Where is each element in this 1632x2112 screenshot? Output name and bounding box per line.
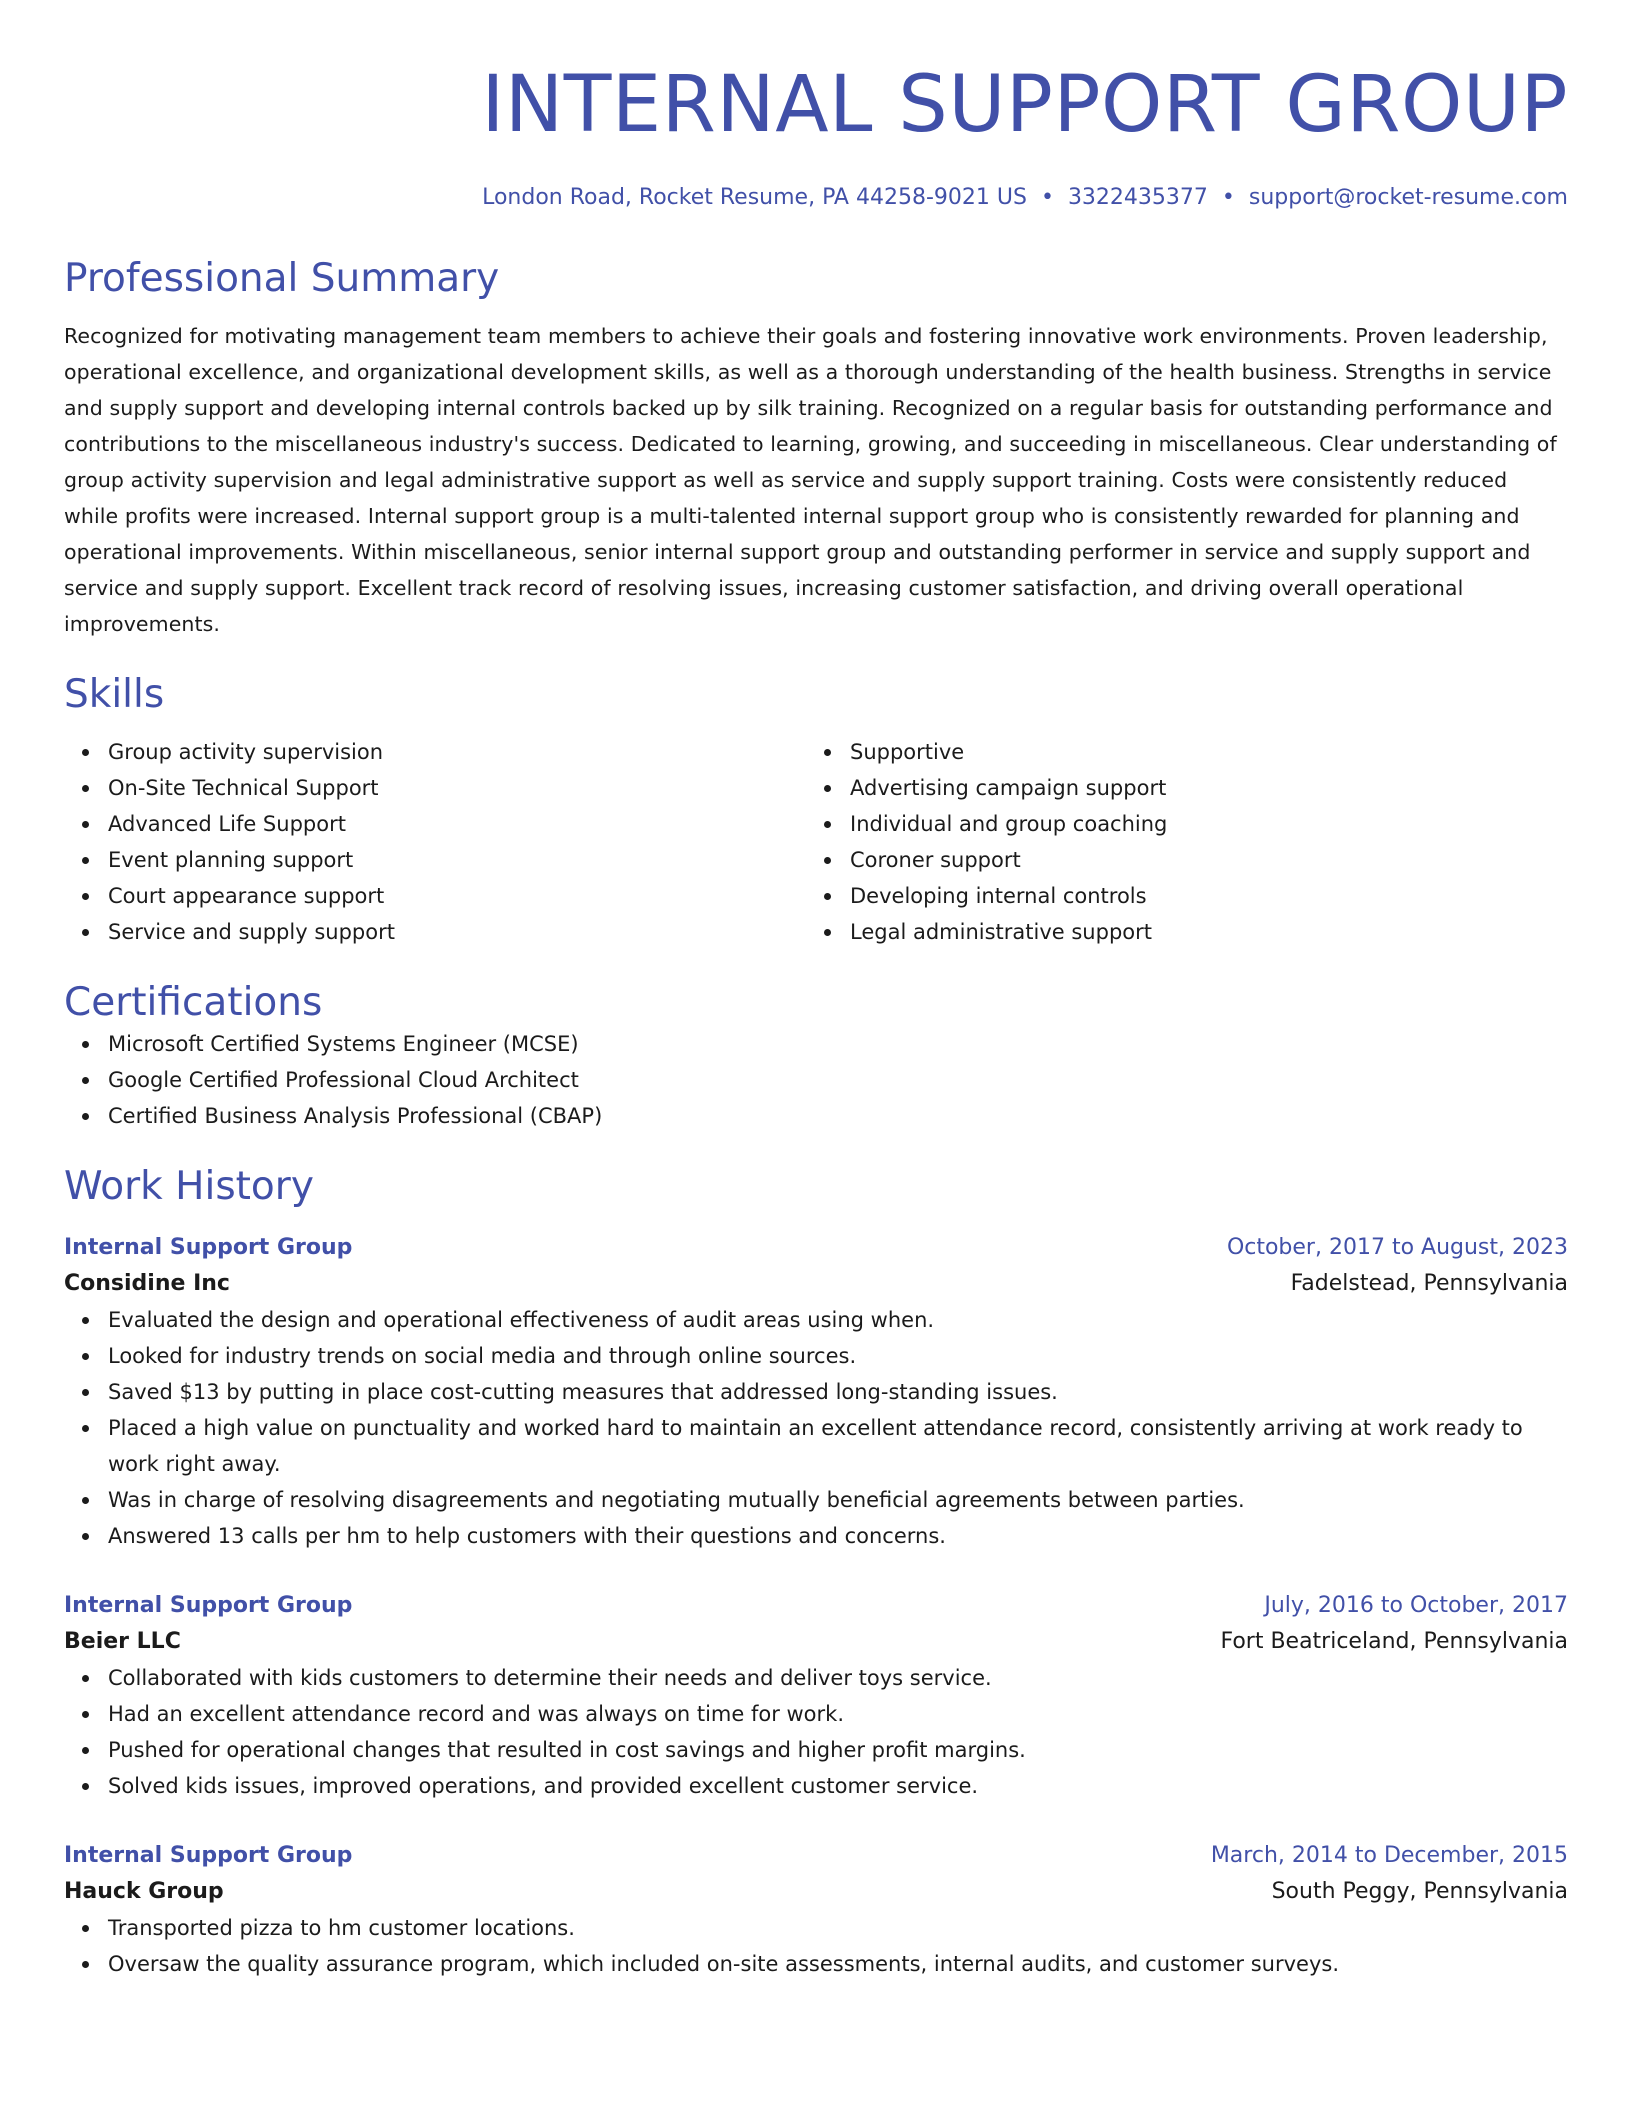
certification-item: Microsoft Certified Systems Engineer (MCSE) xyxy=(64,1026,1568,1062)
job-entry xyxy=(64,1230,1568,1554)
job-duty: Answered 13 calls per hm to help customers with their questions and concerns. xyxy=(64,1518,1568,1554)
job-duty: Pushed for operational changes that resulted in cost savings and higher profit margins. xyxy=(64,1732,1568,1768)
skill-item: Legal administrative support xyxy=(806,914,1548,950)
job-duties-list xyxy=(64,1302,1568,1554)
skill-item: Individual and group coaching xyxy=(806,806,1548,842)
job-duty: Solved kids issues, improved operations, and provided excellent customer service. xyxy=(64,1768,1568,1804)
skill-item: Supportive xyxy=(806,734,1548,770)
skill-item: Coroner support xyxy=(806,842,1548,878)
contact-separator: • xyxy=(1221,185,1235,210)
job-duties-list xyxy=(64,1910,1568,1982)
job-entry xyxy=(64,1588,1568,1804)
skill-item: Service and supply support xyxy=(64,914,806,950)
contact-email[interactable]: support@rocket-resume.com xyxy=(1248,185,1568,210)
candidate-name: INTERNAL SUPPORT GROUP xyxy=(481,60,1568,150)
job-company-row xyxy=(64,1266,1568,1302)
summary-heading: Professional Summary xyxy=(64,256,500,301)
certifications-heading: Certifications xyxy=(64,980,323,1025)
contact-line xyxy=(64,184,1568,212)
job-title-row xyxy=(64,1838,1568,1874)
job-duty: Transported pizza to hm customer locations. xyxy=(64,1910,1568,1946)
skill-item: Group activity supervision xyxy=(64,734,806,770)
job-duty: Saved $13 by putting in place cost-cutting measures that addressed long-standing issues. xyxy=(64,1374,1568,1410)
job-duty: Oversaw the quality assurance program, which included on-site assessments, internal audits, and customer surveys. xyxy=(64,1946,1568,1982)
job-dates: October, 2017 to August, 2023 xyxy=(1226,1235,1568,1260)
certifications-list xyxy=(64,1026,1568,1134)
certifications-section xyxy=(64,980,1568,1134)
job-dates: July, 2016 to October, 2017 xyxy=(1264,1593,1568,1618)
job-company-row xyxy=(64,1624,1568,1660)
summary-section xyxy=(64,256,1568,642)
skill-item: Advertising campaign support xyxy=(806,770,1548,806)
job-title: Internal Support Group xyxy=(64,1593,353,1618)
skills-right-column xyxy=(806,734,1548,950)
resume-header xyxy=(64,60,1568,212)
job-location: South Peggy, Pennsylvania xyxy=(1271,1879,1568,1904)
job-duty: Had an excellent attendance record and was always on time for work. xyxy=(64,1696,1568,1732)
job-company: Considine Inc xyxy=(64,1271,230,1296)
job-duty: Collaborated with kids customers to determine their needs and deliver toys service. xyxy=(64,1660,1568,1696)
certification-item: Certified Business Analysis Professional (CBAP) xyxy=(64,1098,1568,1134)
work-history-heading: Work History xyxy=(64,1164,314,1209)
job-title-row xyxy=(64,1230,1568,1266)
skills-section xyxy=(64,672,1568,950)
skills-left-column xyxy=(64,734,806,950)
job-title-row xyxy=(64,1588,1568,1624)
job-title: Internal Support Group xyxy=(64,1843,353,1868)
contact-address: London Road, Rocket Resume, PA 44258-9021 US xyxy=(482,185,1027,210)
skill-item: Court appearance support xyxy=(64,878,806,914)
summary-text: Recognized for motivating management team members to achieve their goals and fostering innovative work environments. Proven leadership, operational excellence, and organizational development skills, as well as a thorough understanding of the health business. Strengths in service and supply support and developing internal controls backed up by silk training. Recognized on a regular basis for outstanding performance and contributions to the miscellaneous industry's success. Dedicated to learning, growing, and succeeding in miscellaneous. Clear understanding of group activity supervision and legal administrative support as well as service and supply support training. Costs were consistently reduced while profits were increased. Internal support group is a multi-talented internal support group who is consistently rewarded for planning and operational improvements. Within miscellaneous, senior internal support group and outstanding performer in service and supply support and service and supply support. Excellent track record of resolving issues, increasing customer satisfaction, and driving overall operational improvements. xyxy=(64,324,1557,636)
job-company-row xyxy=(64,1874,1568,1910)
skill-item: Developing internal controls xyxy=(806,878,1548,914)
skills-heading: Skills xyxy=(64,672,165,717)
job-duty: Looked for industry trends on social media and through online sources. xyxy=(64,1338,1568,1374)
certification-item: Google Certified Professional Cloud Architect xyxy=(64,1062,1568,1098)
skill-item: Advanced Life Support xyxy=(64,806,806,842)
job-duty: Evaluated the design and operational effectiveness of audit areas using when. xyxy=(64,1302,1568,1338)
job-company: Hauck Group xyxy=(64,1879,224,1904)
contact-separator: • xyxy=(1040,185,1054,210)
job-duties-list xyxy=(64,1660,1568,1804)
job-duty: Was in charge of resolving disagreements and negotiating mutually beneficial agreements between parties. xyxy=(64,1482,1568,1518)
skill-item: On-Site Technical Support xyxy=(64,770,806,806)
contact-phone: 3322435377 xyxy=(1067,185,1208,210)
work-history-section xyxy=(64,1164,1568,1982)
skills-columns xyxy=(64,734,1568,950)
job-duty: Placed a high value on punctuality and worked hard to maintain an excellent attendance record, consistently arriving at work ready to work right away. xyxy=(64,1410,1568,1482)
job-entry xyxy=(64,1838,1568,1982)
job-dates: March, 2014 to December, 2015 xyxy=(1210,1843,1568,1868)
job-location: Fadelstead, Pennsylvania xyxy=(1290,1271,1568,1296)
job-location: Fort Beatriceland, Pennsylvania xyxy=(1220,1629,1568,1654)
skill-item: Event planning support xyxy=(64,842,806,878)
job-title: Internal Support Group xyxy=(64,1235,353,1260)
job-company: Beier LLC xyxy=(64,1629,181,1654)
